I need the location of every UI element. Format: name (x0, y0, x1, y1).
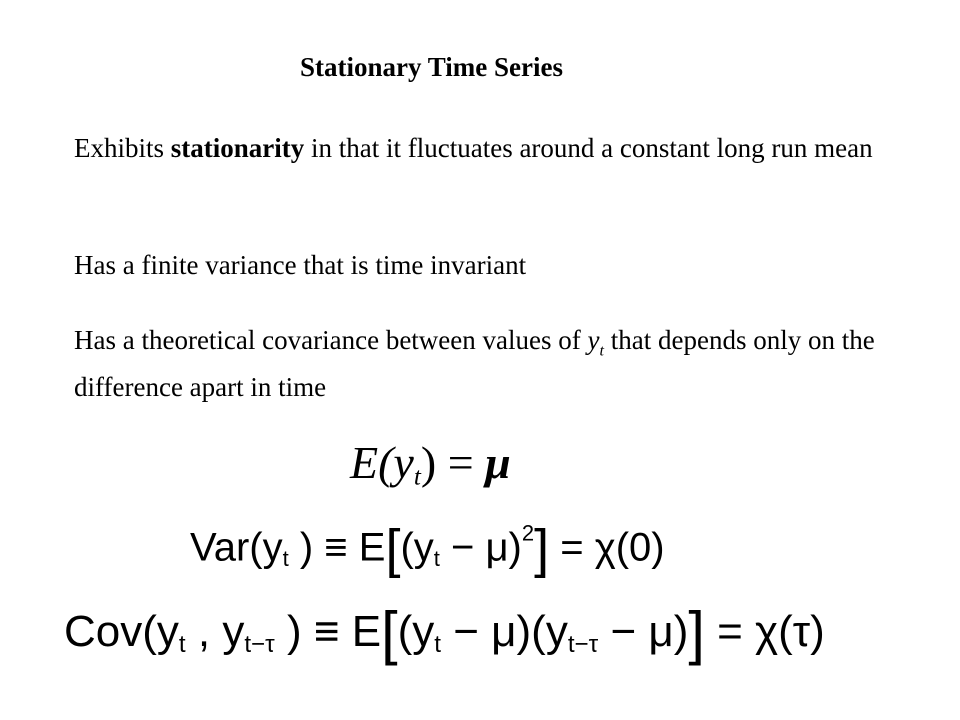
eq2-left-bracket: [ (385, 519, 401, 579)
p1-text-after: in that it fluctuates around a constant long run mean (304, 133, 873, 163)
p1-text-before: Exhibits (74, 133, 171, 163)
eq2-right-bracket: ] (534, 519, 550, 579)
eq3-sub2: t−τ (244, 630, 275, 658)
slide-title: Stationary Time Series (300, 52, 563, 82)
eq1-close: ) (420, 437, 437, 488)
eq2-inner-rest: − μ) (439, 525, 522, 570)
paragraph-variance: Has a finite variance that is time invariant (74, 250, 527, 280)
eq3-inner2-rest: − μ) (598, 606, 689, 656)
p3-text-after: that depends only on the difference apart in time (74, 325, 875, 403)
paragraph-stationarity (74, 130, 914, 167)
eq3-mid: , y (185, 606, 245, 656)
eq3-sub1: t (178, 630, 186, 658)
eq1-var: y (393, 437, 414, 488)
eq3-close: ) (274, 606, 302, 656)
eq1-func: E( (350, 437, 394, 488)
eq2-sub: t (282, 546, 289, 572)
equation-mean (350, 437, 511, 491)
p3-text-before: Has a theoretical covariance between values of (74, 325, 588, 355)
equation-variance (190, 519, 665, 579)
eq3-left-bracket: [ (381, 599, 398, 666)
p1-bold-term: stationarity (170, 133, 305, 163)
eq3-inner2-sub: t−τ (567, 630, 599, 658)
eq2-rhs: = χ(0) (549, 525, 665, 570)
eq1-rel: = (436, 437, 486, 488)
eq2-e: E (358, 525, 386, 570)
p3-variable: y (587, 325, 600, 355)
eq2-func: Var(y (190, 525, 283, 570)
eq1-sub: t (413, 462, 421, 491)
eq2-inner-sub: t (433, 546, 440, 572)
eq1-rhs: μ (485, 437, 511, 488)
eq3-rel: ≡ (301, 606, 352, 656)
eq3-right-bracket: ] (688, 599, 705, 666)
eq3-inner1: (y (397, 606, 435, 656)
eq3-rhs: = χ(τ) (704, 606, 825, 656)
paragraph-covariance (74, 322, 914, 406)
eq3-func: Cov(y (64, 606, 179, 656)
eq2-inner: (y (400, 525, 434, 570)
eq3-inner1-sub: t (434, 630, 442, 658)
eq3-inner1-rest: − μ)(y (441, 606, 568, 656)
eq2-sup: 2 (521, 520, 535, 546)
eq3-e: E (351, 606, 382, 656)
equation-covariance (64, 599, 825, 666)
eq2-rel: ≡ (313, 525, 359, 570)
p3-variable-subscript: t (599, 341, 604, 360)
eq2-close: ) (288, 525, 314, 570)
